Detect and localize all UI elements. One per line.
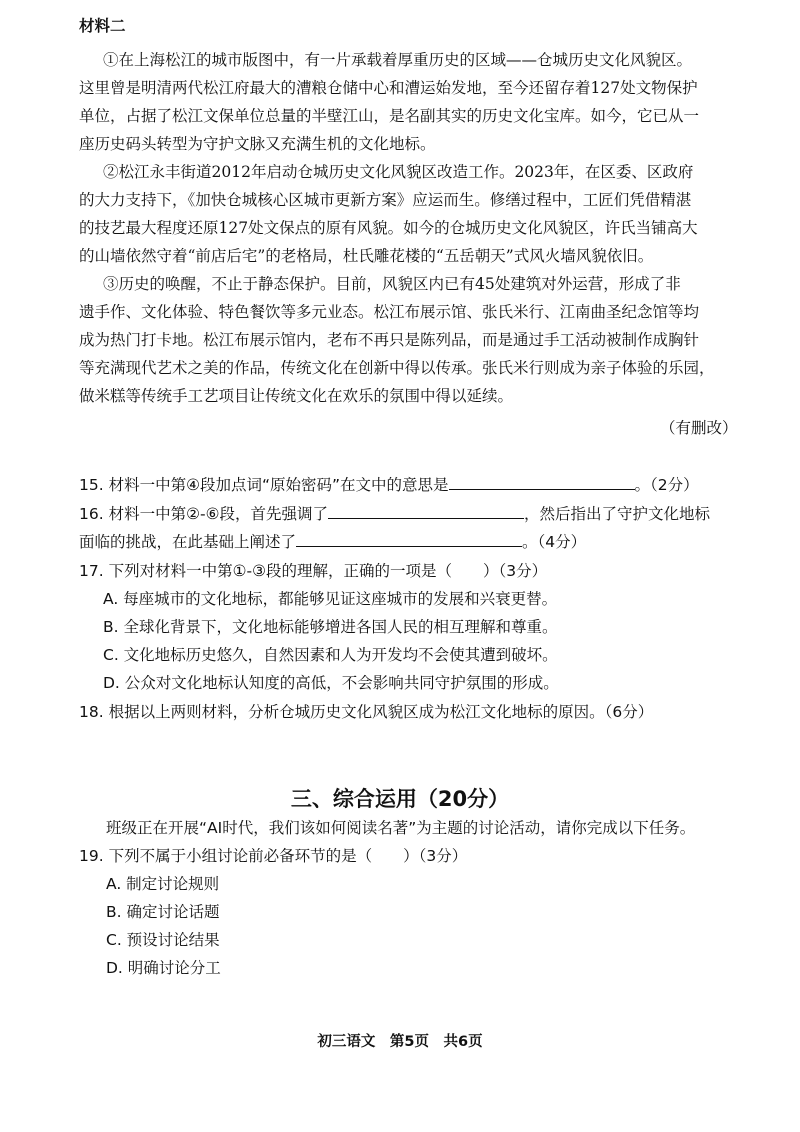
- material-heading: 材料二: [79, 16, 126, 35]
- answer-blank[interactable]: [296, 532, 522, 547]
- question-16-line-1: [79, 504, 710, 524]
- section-title: 三、综合运用（20分）: [290, 787, 510, 811]
- question-19-option-a[interactable]: A. 制定讨论规则: [106, 875, 220, 893]
- paragraph-2-line: 的大力支持下，《加快仓城核心区城市更新方案》应运而生。修缮过程中，工匠们凭借精湛: [79, 191, 692, 209]
- edit-note: （有删改）: [660, 419, 738, 437]
- question-17-option-a[interactable]: A. 每座城市的文化地标，都能够见证这座城市的发展和兴衰更替。: [103, 590, 558, 608]
- paragraph-3-line: 成为热门打卡地。松江布展示馆内，老布不再只是陈列品，而是通过手工活动被制作成胸针: [79, 331, 700, 349]
- paragraph-2-line: ②松江永丰街道2012年启动仓城历史文化风貌区改造工作。2023年，在区委、区政府: [103, 163, 694, 181]
- answer-blank[interactable]: [328, 504, 524, 519]
- paragraph-1-line: ①在上海松江的城市版图中，有一片承载着厚重历史的区域——仓城历史文化风貌区。: [103, 51, 693, 69]
- question-18-stem: 18. 根据以上两则材料，分析仓城历史文化风貌区成为松江文化地标的原因。（6分）: [79, 703, 654, 721]
- question-19-option-d[interactable]: D. 明确讨论分工: [106, 959, 221, 977]
- question-17-option-d[interactable]: D. 公众对文化地标认知度的高低，不会影响共同守护氛围的形成。: [103, 674, 559, 692]
- question-17-option-b[interactable]: B. 全球化背景下，文化地标能够增进各国人民的相互理解和尊重。: [103, 618, 558, 636]
- paragraph-3-line: ③历史的唤醒，不止于静态保护。目前，风貌区内已有45处建筑对外运营，形成了非: [103, 275, 681, 293]
- paragraph-1-line: 这里曾是明清两代松江府最大的漕粮仓储中心和漕运始发地，至今还留存着127处文物保护: [79, 79, 698, 97]
- question-17-option-c[interactable]: C. 文化地标历史悠久，自然因素和人为开发均不会使其遭到破坏。: [103, 646, 558, 664]
- paragraph-3-line: 做米糕等传统手工艺项目让传统文化在欢乐的氛围中得以延续。: [79, 387, 514, 405]
- paragraph-2-line: 的山墙依然守着“前店后宅”的老格局，杜氏雕花楼的“五岳朝天”式风火墙风貌依旧。: [79, 247, 654, 265]
- question-16-text: 16. 材料一中第②-⑥段，首先强调了: [79, 505, 328, 523]
- question-19-option-c[interactable]: C. 预设讨论结果: [106, 931, 220, 949]
- paragraph-1-line: 单位，占据了松江文保单位总量的半壁江山，是名副其实的历史文化宝库。如今，它已从一: [79, 107, 700, 125]
- question-16-text: 面临的挑战，在此基础上阐述了: [79, 533, 297, 551]
- paragraph-3-line: 等充满现代艺术之美的作品，传统文化在创新中得以传承。张氏米行则成为亲子体验的乐园，: [79, 359, 715, 377]
- question-17-stem: 17. 下列对材料一中第①-③段的理解，正确的一项是（ ）（3分）: [79, 562, 548, 580]
- question-16-score: 。（4分）: [522, 533, 587, 551]
- paragraph-2-line: 的技艺最大程度还原127处文保点的原有风貌。如今的仓城历史文化风貌区，许氏当铺高大: [79, 219, 698, 237]
- question-16-line-2: [79, 532, 586, 552]
- paragraph-1-line: 座历史码头转型为守护文脉又充满生机的文化地标。: [79, 135, 436, 153]
- question-19-option-b[interactable]: B. 确定讨论话题: [106, 903, 220, 921]
- question-15-text: 15. 材料一中第④段加点词“原始密码”在文中的意思是: [79, 476, 449, 494]
- answer-blank[interactable]: [449, 475, 635, 490]
- question-15: [79, 475, 699, 495]
- question-16-text: ，然后指出了守护文化地标: [523, 505, 710, 523]
- page-footer: 初三语文 第5页 共6页: [317, 1034, 483, 1050]
- paragraph-3-line: 遗手作、文化体验、特色餐饮等多元业态。松江布展示馆、张氏米行、江南曲圣纪念馆等均: [79, 303, 700, 321]
- section-intro: 班级正在开展“AI时代，我们该如何阅读名著”为主题的讨论活动，请你完成以下任务。: [106, 819, 696, 837]
- question-15-score: 。（2分）: [634, 476, 699, 494]
- question-19-stem: 19. 下列不属于小组讨论前必备环节的是（ ）（3分）: [79, 847, 468, 865]
